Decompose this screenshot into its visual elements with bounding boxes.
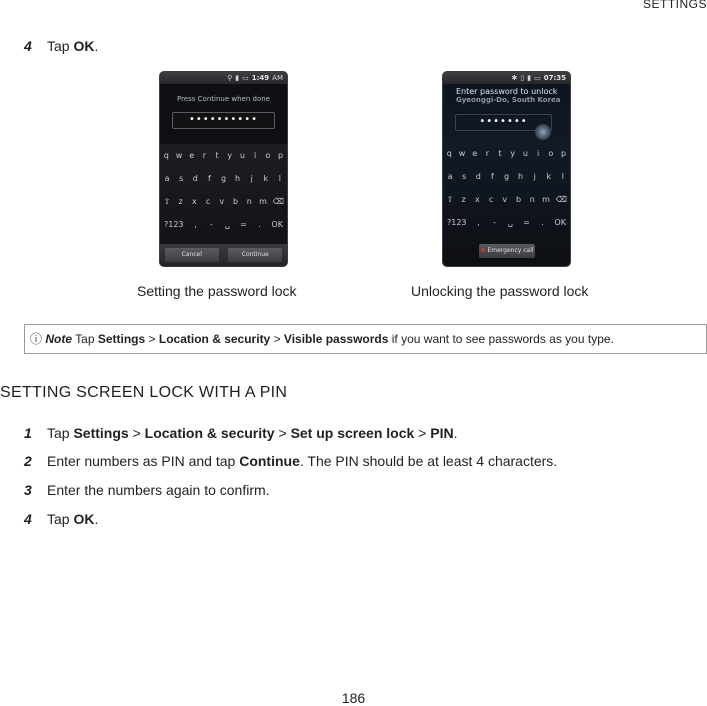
password-field: •••••••: [455, 114, 552, 131]
keyboard-row-2: [443, 165, 570, 188]
step-text-post: .: [94, 511, 99, 527]
step-ok-label: OK: [73, 38, 95, 54]
keyboard-key: ␣: [224, 220, 230, 229]
caption-setting: Setting the password lock: [137, 283, 297, 299]
keyboard-key: q: [163, 151, 169, 160]
keyboard-key: f: [490, 172, 494, 181]
step-number: 4: [24, 511, 32, 527]
keyboard-key: h: [235, 174, 241, 183]
keyboard-key: .: [258, 220, 261, 229]
phone-button-bar: [160, 244, 287, 266]
keyboard-key: v: [502, 195, 508, 204]
keyboard-key: t: [215, 151, 219, 160]
step-text: [47, 453, 557, 469]
keyboard-key: ,: [477, 218, 480, 227]
keyboard-key: =: [523, 218, 530, 227]
keyboard-key: i: [254, 151, 257, 160]
step-text: [47, 511, 98, 527]
battery-icon: ▭: [534, 73, 541, 82]
keyboard-key: l: [278, 174, 282, 183]
unlocking-password-screenshot: [442, 71, 571, 267]
keyboard-key: ⇧: [163, 197, 171, 206]
step-text-post: .: [94, 38, 99, 54]
continue-button: Continue: [228, 248, 282, 262]
unlock-prompt: Enter password to unlock: [456, 87, 558, 96]
keyboard-key: q: [446, 149, 452, 158]
keyboard-key: w: [175, 151, 183, 160]
keyboard-key: t: [498, 149, 502, 158]
step-sep: >: [128, 425, 145, 441]
keyboard-key: ⌫: [272, 197, 285, 206]
keyboard-key: b: [232, 197, 239, 206]
keyboard-key: k: [263, 174, 269, 183]
cancel-button: Cancel: [165, 248, 219, 262]
keyboard-key: p: [277, 151, 284, 160]
keyboard-row-1: [160, 144, 287, 167]
keyboard-key: u: [522, 149, 528, 158]
emergency-cross-icon: ✚: [480, 247, 486, 254]
keyboard-key: o: [265, 151, 271, 160]
step-number: 4: [24, 38, 32, 54]
note-location-label: Location & security: [158, 332, 271, 346]
page-number: 186: [341, 690, 366, 706]
note-settings-label: Settings: [97, 332, 146, 346]
keyboard-key: ?123: [163, 220, 184, 229]
keyboard-key: k: [546, 172, 552, 181]
step-text-pre: Enter numbers as PIN and tap: [47, 453, 240, 469]
keyboard-key: v: [219, 197, 225, 206]
step-text: [47, 38, 98, 54]
keyboard-key: OK: [554, 218, 566, 227]
keyboard-key: ␣: [507, 218, 513, 227]
keyboard-key: b: [515, 195, 522, 204]
keyboard-key: ,: [194, 220, 197, 229]
keyboard-key: g: [503, 172, 510, 181]
status-time-suffix: AM: [272, 73, 283, 82]
keyboard: [160, 144, 287, 236]
keyboard-key: o: [548, 149, 554, 158]
keyboard-row-2: [160, 167, 287, 190]
keyboard-row-4: [443, 211, 570, 234]
keyboard-key: n: [246, 197, 252, 206]
keyboard-key: h: [518, 172, 524, 181]
phone-status-bar: [443, 72, 570, 84]
signal-icon: ▮: [527, 73, 532, 82]
vibrate-icon: ▯: [520, 73, 525, 82]
keyboard-key: OK: [271, 220, 283, 229]
page-header-section: SETTINGS: [642, 0, 707, 11]
password-prompt: Press Continue when done: [177, 95, 270, 103]
keyboard-key: e: [189, 151, 195, 160]
keyboard-key: z: [461, 195, 466, 204]
step-location-label: Location & security: [144, 425, 275, 441]
note-sep: >: [270, 332, 284, 346]
status-time: 1:49: [251, 74, 270, 82]
keyboard-key: s: [179, 174, 184, 183]
keyboard-row-4: [160, 213, 287, 236]
bluetooth-icon: ✱: [511, 73, 518, 82]
keyboard-key: g: [220, 174, 227, 183]
keyboard-key: y: [510, 149, 516, 158]
keyboard-key: l: [561, 172, 565, 181]
keyboard-key: c: [488, 195, 494, 204]
section-title: SETTING SCREEN LOCK WITH A PIN: [0, 384, 288, 401]
note-text-pre: Tap: [72, 332, 98, 346]
keyboard-key: z: [178, 197, 183, 206]
keyboard-key: r: [485, 149, 490, 158]
step-number: 1: [24, 425, 32, 441]
keyboard-key: s: [462, 172, 467, 181]
keyboard-key: a: [447, 172, 453, 181]
keyboard-key: p: [560, 149, 567, 158]
signal-icon: ▮: [235, 73, 240, 82]
note-label: Note: [45, 332, 73, 346]
keyboard-key: x: [474, 195, 480, 204]
phone-status-bar: [160, 72, 287, 84]
step-text: Enter the numbers again to confirm.: [47, 482, 270, 498]
note-info-icon: ⓘ: [30, 332, 43, 346]
keyboard-key: j: [250, 174, 253, 183]
keyboard-key: =: [240, 220, 247, 229]
keyboard-key: c: [205, 197, 211, 206]
keyboard-key: .: [541, 218, 544, 227]
step-text-pre: Tap: [47, 425, 74, 441]
note-text-post: if you want to see passwords as you type.: [388, 332, 614, 346]
note-visible-passwords-label: Visible passwords: [283, 332, 389, 346]
note-sep: >: [145, 332, 159, 346]
status-time: 07:35: [543, 74, 566, 82]
emergency-call-button: [479, 244, 535, 258]
keyboard-key: f: [207, 174, 211, 183]
step-text-post: .: [453, 425, 458, 441]
step-text-pre: Tap: [47, 511, 74, 527]
keyboard-key: -: [210, 220, 213, 229]
keyboard-key: w: [458, 149, 466, 158]
keyboard-row-1: [443, 142, 570, 165]
setting-password-screenshot: [159, 71, 288, 267]
keyboard-key: j: [533, 172, 536, 181]
step-text-pre: Tap: [47, 38, 74, 54]
keyboard-key: m: [259, 197, 267, 206]
step-number: 2: [24, 453, 32, 469]
battery-icon: ▭: [242, 73, 249, 82]
caption-unlocking: Unlocking the password lock: [411, 283, 589, 299]
keyboard: [443, 142, 570, 234]
keyboard-key: u: [239, 151, 245, 160]
step-screen-lock-label: Set up screen lock: [290, 425, 415, 441]
step-number: 3: [24, 482, 32, 498]
step-text-post: . The PIN should be at least 4 characters.: [299, 453, 558, 469]
keyboard-key: y: [227, 151, 233, 160]
keyboard-key: i: [537, 149, 540, 158]
keyboard-key: e: [472, 149, 478, 158]
keyboard-key: d: [475, 172, 481, 181]
password-field: ••••••••••: [172, 112, 275, 129]
keyboard-key: m: [542, 195, 550, 204]
step-settings-label: Settings: [73, 425, 129, 441]
emergency-call-label: Emergency call: [487, 247, 534, 254]
keyboard-key: ⌫: [555, 195, 568, 204]
step-ok-label: OK: [73, 511, 95, 527]
usb-icon: ⚲: [227, 73, 233, 82]
keyboard-row-3: [443, 188, 570, 211]
keyboard-key: x: [191, 197, 197, 206]
location-label: Gyeonggi-Do, South Korea: [456, 96, 561, 104]
keyboard-row-3: [160, 190, 287, 213]
keyboard-key: a: [164, 174, 170, 183]
keyboard-key: r: [202, 151, 207, 160]
step-continue-label: Continue: [239, 453, 300, 469]
keyboard-key: ⇧: [446, 195, 454, 204]
step-pin-label: PIN: [430, 425, 454, 441]
step-text: [47, 425, 457, 441]
keyboard-key: d: [192, 174, 198, 183]
note-box: [24, 324, 707, 354]
keyboard-key: n: [529, 195, 535, 204]
keyboard-key: -: [493, 218, 496, 227]
moon-graphic: [535, 124, 551, 140]
step-sep: >: [414, 425, 431, 441]
keyboard-key: ?123: [446, 218, 467, 227]
step-sep: >: [274, 425, 291, 441]
